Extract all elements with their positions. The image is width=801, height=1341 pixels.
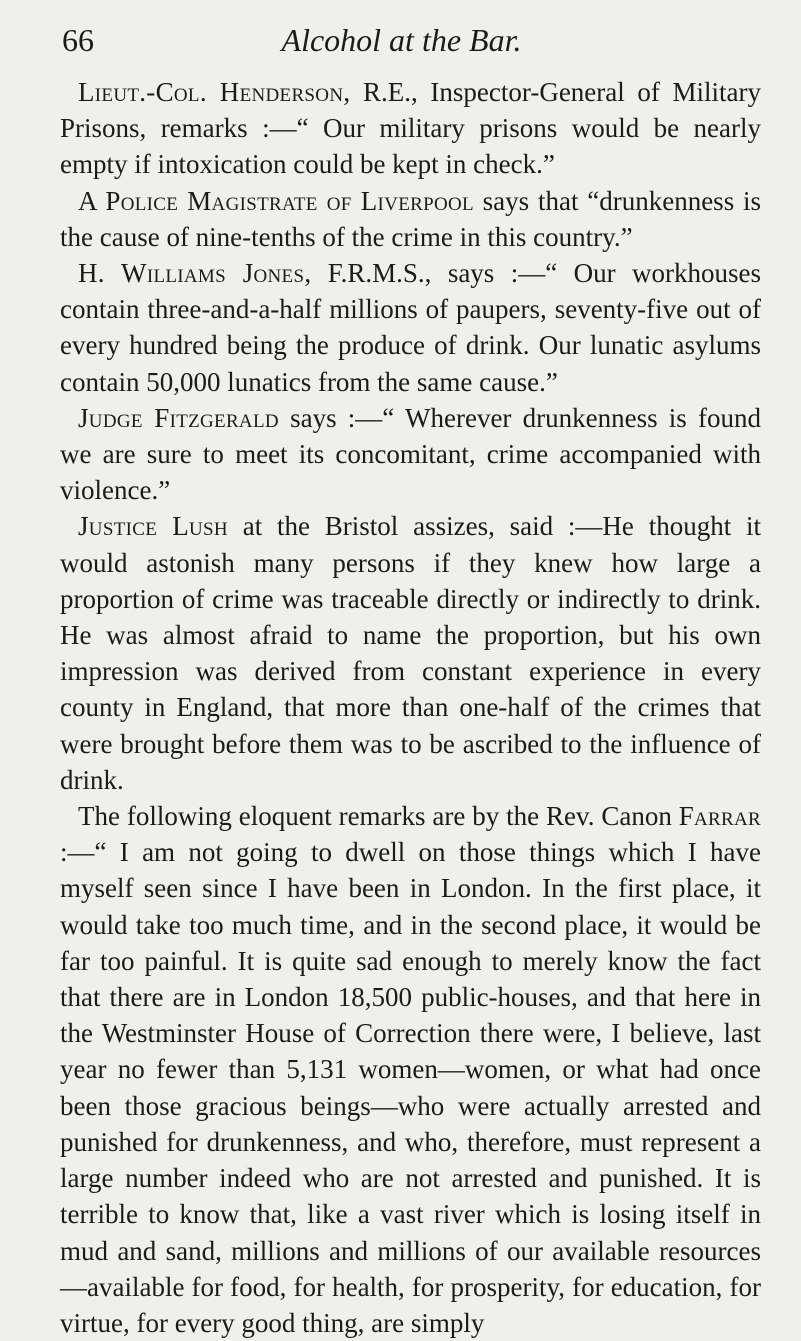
paragraph-text: :—“ I am not going to dwell on those things which I have myself seen since I have been in London. In the first place, it would take too much time, and in the second place, it would be far too painful. It is quite sad enough to merely know the fact that there are in London 18,500 public-houses, and that here in the Westminster House of Correction there were, I believe, last year no fewer than 5,131 women—women, or what had once been those gracious beings—who were actually arrested and punished for drunkenness, and who, therefore, must represent a large number indeed who are not arrested and punished. It is terrible to know that, like a vast river which is losing itself in mud and sand, millions and millions of our available resources—available for food, for health, for prosperity, for education, for virtue, for every good thing, are simply (60, 837, 761, 1338)
paragraph-text: F.R.M.S., says :—“ Our workhouses contain three-and-a-half millions of paupers, seventy-five out of every hundred being the produce of drink. Our lunatic asylums contain 50,000 lunatics from the same cause.” (60, 258, 761, 397)
running-head (42, 22, 761, 66)
paragraph-text: R.E., Inspector-General of Military Prisons, remarks :—“ Our military prisons would be nearly empty if intoxication could be kept in check.” (60, 77, 762, 180)
page-number: 66 (62, 22, 94, 58)
paragraph-fitzgerald (60, 400, 761, 509)
speaker-name: A Police Magistrate of Liverpool (78, 185, 474, 216)
paragraph-lush (60, 508, 761, 798)
speaker-name: Lieut.-Col. Henderson, (78, 77, 351, 107)
speaker-name: Justice Lush (78, 511, 228, 542)
running-title: Alcohol at the Bar. (281, 22, 522, 58)
paragraph-police-magistrate (60, 183, 761, 255)
paragraph-text: says that “drunkenness is the cause of nine-tenths of the crime in this country.” (60, 185, 761, 252)
paragraph-text: says :—“ Wherever drunkenness is found we are sure to meet its concomitant, crime accompanied with violence.” (60, 402, 761, 506)
paragraph-text: at the Bristol assizes, said :—He thought it would astonish many persons if they knew how large a proportion of crime was traceable directly or indirectly to drink. He was almost afraid to name the proportion, but his own impression was derived from constant experience in every county in England, that more than one-half of the crimes that were brought before them was to be ascribed to the influence of drink. (60, 511, 762, 795)
paragraph-lead: The following eloquent remarks are by the Rev. Canon (78, 801, 679, 832)
speaker-name: Farrar (678, 801, 761, 832)
paragraph-farrar (60, 798, 761, 1341)
paragraph-williams-jones (60, 255, 761, 400)
paragraph-henderson (60, 74, 761, 183)
speaker-name: Judge Fitzgerald (78, 402, 279, 433)
speaker-name: H. Williams Jones, (78, 258, 312, 289)
body-text (60, 74, 761, 1341)
